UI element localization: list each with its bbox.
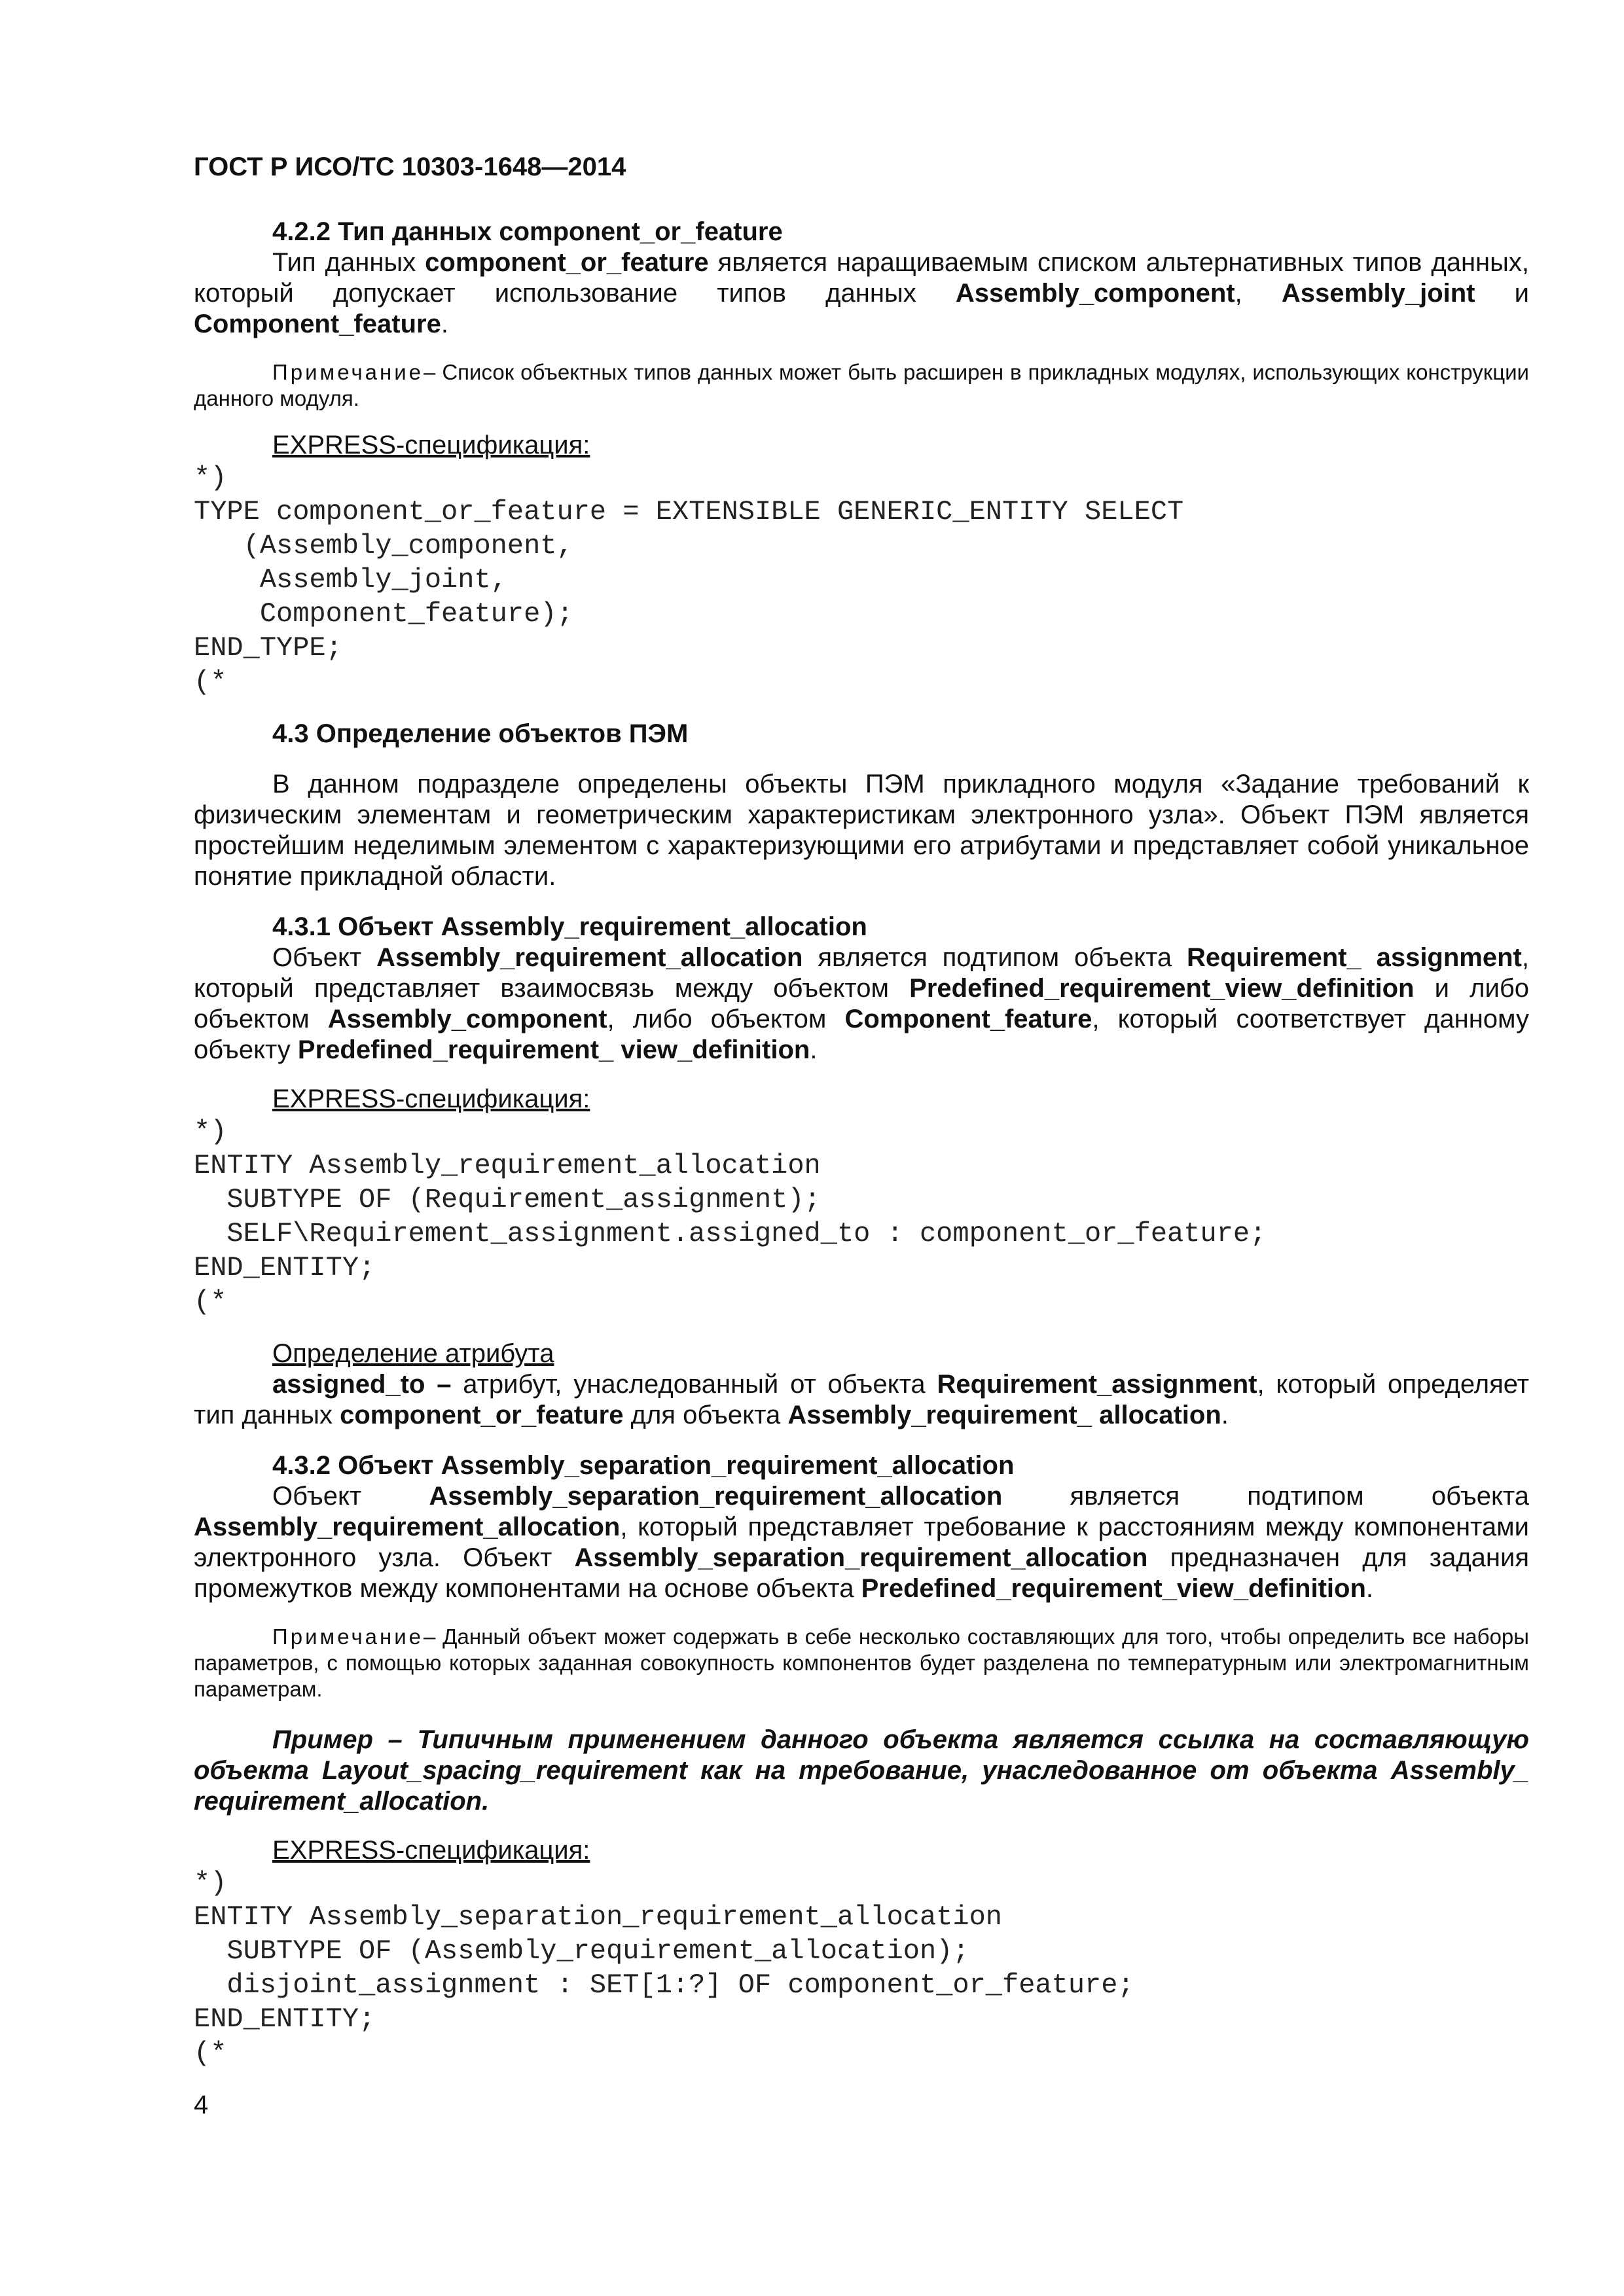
text-run: атрибут, унаследованный от объекта [451,1370,937,1399]
term: Requirement_ assignment [1186,943,1522,972]
text-run: . [1221,1401,1229,1429]
paragraph-assembly-requirement-allocation [194,942,1529,1066]
paragraph-assembly-separation [194,1481,1529,1604]
note-label: Примечание [272,1624,424,1649]
paragraph-component-or-feature [194,247,1529,340]
term: Requirement_assignment [937,1370,1257,1399]
text-run: и либо объектом [194,974,1529,1033]
section-heading-4-3: 4.3 Определение объектов ПЭМ [272,719,689,748]
text-run: Объект [272,1482,429,1511]
term: assigned_to – [272,1370,452,1399]
term: Assembly_separation_requirement_allocation [429,1482,1003,1511]
text-run: является подтипом объекта [1002,1482,1530,1511]
text-run: , который соответствует данному объекту [194,1005,1529,1064]
section-heading-4-3-2: 4.3.2 Объект Assembly_separation_requirement_allocation [272,1451,1015,1480]
text-run: и [1475,279,1529,308]
term: component_or_feature [425,248,709,277]
text-run: , который представляет взаимосвязь между объектом [194,943,1529,1003]
note-text: – Список объектных типов данных может быть расширен в прикладных модулях, использующих конструкции данного модуля. [194,360,1529,410]
text-run: является наращиваемым списком альтернативных типов данных, который допускает использование типов данных [194,248,1529,308]
code-block-entity-2: *) ENTITY Assembly_separation_requirement_allocation SUBTYPE OF (Assembly_requirement_allocation); disjoint_assignment : SET[1:?] OF component_or_feature; END_ENTITY; (* [194,1867,1134,2069]
term: component_or_feature [340,1401,624,1429]
text-run: предназначен для задания промежутков между компонентами на основе объекта [194,1543,1529,1603]
note-text: – Данный объект может содержать в себе несколько составляющих для того, чтобы определить все наборы параметров, с помощью которых заданная совокупность компонентов будет разделена по температурным или электромагнитным параметрам. [194,1624,1529,1701]
term: Assembly_component [955,279,1235,308]
note-2 [194,1624,1529,1702]
term: Assembly_requirement_allocation [194,1513,621,1541]
express-spec-label: EXPRESS-спецификация: [272,1836,590,1865]
term: Assembly_separation_requirement_allocation [574,1543,1148,1572]
note-1 [194,359,1529,412]
text-run: , который определяет тип данных [194,1370,1529,1429]
term: Assembly_component [327,1005,607,1033]
code-block-entity-1: *) ENTITY Assembly_requirement_allocation SUBTYPE OF (Requirement_assignment); SELF\Requirement_assignment.assigned_to : component_or_feature; END_ENTITY; (* [194,1116,1267,1318]
text-run: , [1235,279,1282,308]
text-run: , который представляет требование к расстояниям между компонентами электронного узла. Объект [194,1513,1529,1572]
example-paragraph: Пример – Типичным применением данного объекта является ссылка на составляющую объекта Layout_spacing_requirement как на требование, унаследованное от объекта Assembly_ requirement_allocation. [194,1725,1529,1816]
text-run: Объект [272,943,377,972]
term: Component_feature [844,1005,1092,1033]
text-run: . [810,1035,818,1064]
section-heading-4-2-2: 4.2.2 Тип данных component_or_feature [272,217,783,246]
text-run: является подтипом объекта [803,943,1187,972]
document-header: ГОСТ Р ИСО/ТС 10303-1648—2014 [194,152,626,181]
term: Component_feature [194,310,441,338]
text-run: для объекта [623,1401,788,1429]
paragraph-arm-objects: В данном подразделе определены объекты ПЭМ прикладного модуля «Задание требований к физическим элементам и геометрическим характеристикам электронного узла». Объект ПЭМ является простейшим неделимым элементом с характеризующими его атрибутами и представляет собой уникальное понятие прикладной области. [194,770,1529,891]
term: Assembly_requirement_allocation [376,943,803,972]
text-run: . [1365,1574,1374,1603]
express-spec-label: EXPRESS-спецификация: [272,431,590,459]
section-heading-4-3-1: 4.3.1 Объект Assembly_requirement_allocation [272,912,867,941]
text-run: . [441,310,448,338]
term: Predefined_requirement_view_definition [861,1574,1366,1603]
express-spec-label: EXPRESS-спецификация: [272,1085,590,1113]
text-run: Тип данных [272,248,425,277]
note-label: Примечание [272,360,424,384]
term: Assembly_requirement_ allocation [787,1401,1221,1429]
attribute-definition-heading: Определение атрибута [272,1339,554,1368]
page-number: 4 [194,2090,209,2119]
text-run: , либо объектом [607,1005,845,1033]
code-block-type: *) TYPE component_or_feature = EXTENSIBLE GENERIC_ENTITY SELECT (Assembly_component, Assembly_joint, Component_feature); END_TYPE; (* [194,462,1184,698]
paragraph-attribute-definition [194,1369,1529,1431]
term: Predefined_requirement_view_definition [909,974,1415,1003]
term: Assembly_joint [1281,279,1475,308]
term: Predefined_requirement_ view_definition [297,1035,810,1064]
document-page [194,152,1529,2121]
